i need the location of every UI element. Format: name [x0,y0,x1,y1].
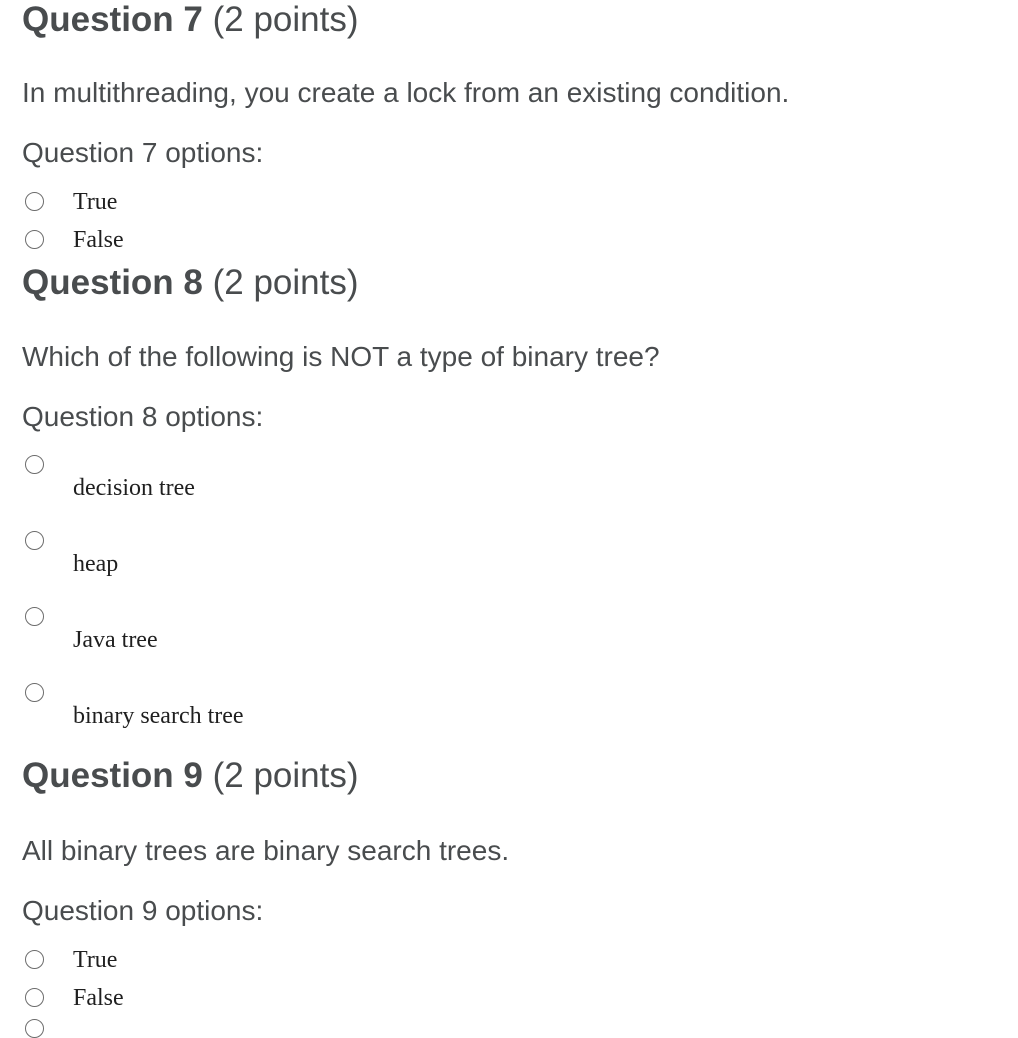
option-label[interactable]: heap [73,551,119,577]
option-label[interactable]: True [73,189,118,215]
option-label[interactable]: False [73,985,124,1011]
radio-unchecked-icon[interactable] [25,988,44,1007]
radio-unchecked-icon[interactable] [25,950,44,969]
question-8-title [22,263,1002,303]
question-9-number: Question 9 [22,756,203,795]
option-label[interactable]: binary search tree [73,703,244,729]
question-7-text: In multithreading, you create a lock from an existing condition. [22,77,790,108]
question-7-option-false[interactable] [22,223,622,257]
question-9-title [22,756,1002,796]
question-8-points: (2 points) [212,263,359,302]
radio-unchecked-icon[interactable] [25,230,44,249]
question-9-options-label: Question 9 options: [22,895,264,926]
question-8 [22,263,1002,729]
question-7-option-true[interactable] [22,185,622,219]
option-label[interactable]: True [73,947,118,973]
question-9-points: (2 points) [212,756,359,795]
radio-unchecked-icon[interactable] [25,531,44,550]
question-9 [22,756,1002,1011]
question-7-number: Question 7 [22,0,203,39]
radio-unchecked-icon[interactable] [25,1019,44,1038]
question-9-option-true[interactable] [22,943,622,977]
option-label[interactable]: False [73,227,124,253]
radio-unchecked-icon[interactable] [25,455,44,474]
option-label[interactable]: Java tree [73,627,158,653]
question-8-text: Which of the following is NOT a type of binary tree? [22,341,660,372]
question-9-text: All binary trees are binary search trees. [22,835,510,866]
question-8-option-binary-search-tree[interactable] [22,683,622,729]
question-7-options-label: Question 7 options: [22,137,264,168]
radio-unchecked-icon[interactable] [25,607,44,626]
question-8-option-heap[interactable] [22,531,622,577]
option-label[interactable]: decision tree [73,475,195,501]
question-9-option-false[interactable] [22,981,622,1015]
radio-unchecked-icon[interactable] [25,192,44,211]
question-7 [22,0,1002,253]
question-8-number: Question 8 [22,263,203,302]
question-8-option-decision-tree[interactable] [22,455,622,501]
question-7-title [22,0,1002,40]
question-7-points: (2 points) [212,0,359,39]
radio-unchecked-icon[interactable] [25,683,44,702]
question-8-option-java-tree[interactable] [22,607,622,653]
question-8-options-label: Question 8 options: [22,401,264,432]
